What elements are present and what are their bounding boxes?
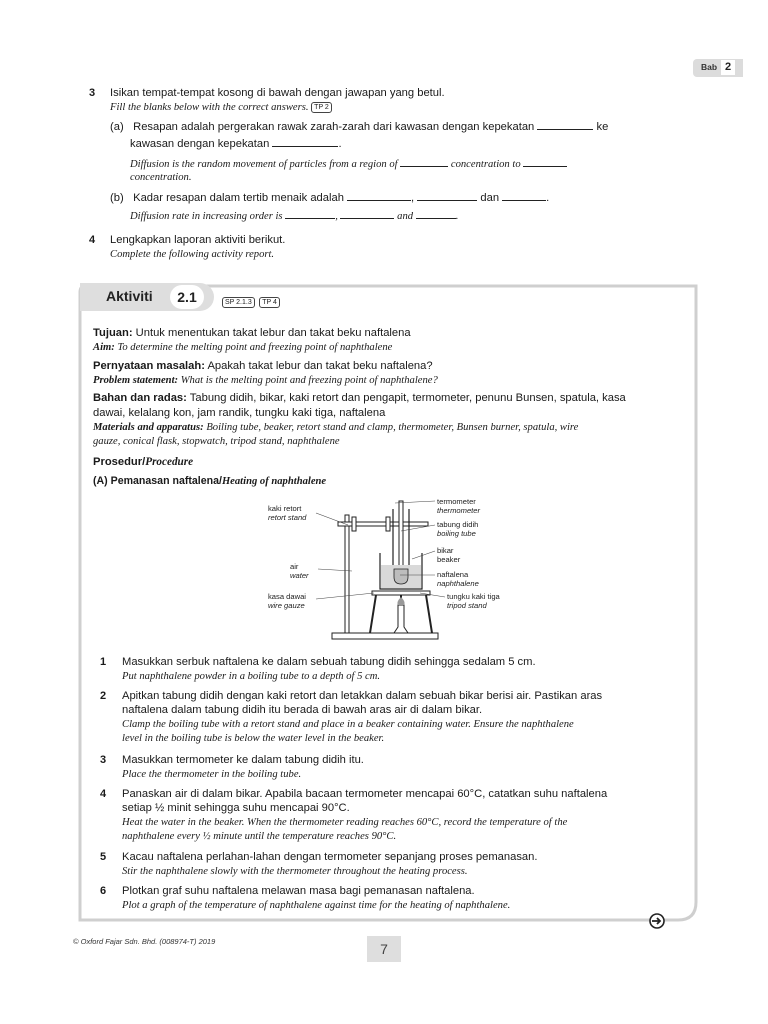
step-number: 5 [100,851,107,863]
q3b-en-text: Diffusion rate in increasing order is [130,211,283,222]
page-number: 7 [367,936,401,962]
tp-tag: TP 2 [311,102,332,113]
step-ms-line: Apitkan tabung didih dengan kaki retort dan letakkan dalam sebuah bikar berisi air. Pastikan aras [122,690,603,702]
materials-ms-1 [93,391,626,406]
label-retort-ms: kaki retort [268,504,302,513]
label-water-en: water [290,571,309,580]
activity-title-pill [80,283,214,311]
step-number: 3 [100,754,107,766]
step-en-line: Place the thermometer in the boiling tube. [122,769,302,780]
procedure-step [100,655,680,689]
procedure-heading [93,456,193,468]
label-gauze-ms: kasa dawai [268,592,306,601]
label-beaker-ms: bikar [437,546,454,555]
q3a-line2: kawasan dengan kepekatan . [130,138,342,150]
step-en-line: Stir the naphthalene slowly with the thermometer throughout the heating process. [122,866,468,877]
materials-label: Bahan dan radas: [93,392,187,404]
instruction-en: Fill the blanks below with the correct answers. [110,102,309,113]
activity-number: 2.1 [170,285,204,309]
heating-en: Heating of naphthalene [221,476,327,487]
step-en-line: Heat the water in the beaker. When the thermometer reading reaches 60°C, record the temperature of the [122,817,568,828]
label-naph-en: naphthalene [437,579,479,588]
q3b-dan: dan [480,192,500,204]
q3a-en-text2: concentration to [450,159,521,170]
blank-a2-en[interactable] [523,157,567,167]
activity-title: Aktiviti [106,288,153,304]
materials-en-1 [93,421,578,435]
procedure-step [100,884,680,918]
step-en-line: naphthalene every ½ minute until the temperature reaches 90°C. [122,831,397,842]
blank-b2[interactable] [417,191,477,201]
label-tripod-en: tripod stand [447,601,487,610]
step-en-line: Put naphthalene powder in a boiling tube to a depth of 5 cm. [122,671,381,682]
retort-base [332,633,438,639]
blank-a1[interactable] [537,120,593,130]
aim-text-en: To determine the melting point and freezing point of naphthalene [117,342,393,353]
aim-label-en: Aim: [93,342,115,353]
blank-b3[interactable] [502,191,546,201]
chapter-number: 2 [721,60,735,75]
question-3-instruction-en [110,101,332,115]
q3a-ke: ke [596,121,609,133]
step-ms-line: Panaskan air di dalam bikar. Apabila bacaan termometer mencapai 60°C, catatkan suhu naftalena [122,788,608,800]
q3b-line1: (b) Kadar resapan dalam tertib menaik adalah , dan . [110,192,550,204]
sp-tag: SP 2.1.3 [222,297,255,308]
materials-text-1: Tabung didih, bikar, kaki retort dan pengapit, termometer, penunu Bunsen, spatula, kasa [189,392,626,404]
materials-en-2: gauze, conical flask, stopwatch, tripod stand, naphthalene [93,436,340,447]
question-4-instruction-en: Complete the following activity report. [110,249,275,260]
step-number: 1 [100,656,107,668]
step-ms-line: Masukkan termometer ke dalam tabung didih itu. [122,754,364,766]
materials-text-en-1: Boiling tube, beaker, retort stand and clamp, thermometer, Bunsen burner, spatula, wire [206,422,579,433]
label-thermometer-ms: termometer [437,497,476,506]
q3a-en-line2 [130,171,192,185]
problem-en [93,374,438,388]
label-beaker-en: beaker [437,555,461,564]
q3a-label: (a) [110,121,124,133]
question-4-instruction: Lengkapkan laporan aktiviti berikut. [110,234,286,246]
aim-label: Tujuan: [93,327,133,339]
problem-label-en: Problem statement: [93,375,179,386]
instruction-ms: Isikan tempat-tempat kosong di bawah dengan jawapan yang betul. [110,87,445,99]
question-3-number: 3 [89,87,96,99]
problem-label: Pernyataan masalah: [93,360,205,372]
label-tripod-ms: tungku kaki tiga [447,592,500,601]
q3b-text: Kadar resapan dalam tertib menaik adalah [133,192,344,204]
step-ms-line: Plotkan graf suhu naftalena melawan masa bagi pemanasan naftalena. [122,885,475,897]
procedure-ms: Prosedur/ [93,456,146,468]
step-en-line: Plot a graph of the temperature of naphthalene against time for the heating of naphthalene. [122,900,511,911]
blank-b2-en[interactable] [340,209,394,219]
footer-copyright: © Oxford Fajar Sdn. Bhd. (008974-T) 2019 [73,937,216,946]
step-ms-line: Kacau naftalena perlahan-lahan dengan termometer sepanjang proses pemanasan. [122,851,538,863]
continue-arrow-icon [648,912,666,930]
procedure-step [100,787,680,850]
label-water-ms: air [290,562,299,571]
step-en-line: Clamp the boiling tube with a retort stand and place in a beaker containing water. Ensure the naphthalene [122,719,574,730]
q3a-en-line1 [130,157,567,172]
blank-b1[interactable] [347,191,411,201]
q3a-text: Resapan adalah pergerakan rawak zarah-zarah dari kawasan dengan kepekatan [133,121,535,133]
question-3-instruction [110,86,445,101]
label-tube-en: boiling tube [437,529,476,538]
label-retort-en: retort stand [268,513,307,522]
aim-ms [93,326,411,341]
step-ms-line: Masukkan serbuk naftalena ke dalam sebuah tabung didih sehingga sedalam 5 cm. [122,656,536,668]
question-4-number: 4 [89,234,96,246]
q3b-label: (b) [110,192,124,204]
chapter-label: Bab [701,62,718,72]
problem-ms [93,359,433,374]
chapter-tab [693,59,743,77]
label-naph-ms: naftalena [437,570,469,579]
procedure-step [100,850,680,884]
problem-text-en: What is the melting point and freezing point of naphthalene? [180,375,438,386]
blank-a1-en[interactable] [400,157,448,167]
step-number: 4 [100,788,107,800]
tp-tag-activity: TP 4 [259,297,280,308]
q3a-en-text3: concentration. [130,172,192,183]
step-ms-line: setiap ½ minit sehingga suhu mencapai 90°C. [122,802,350,814]
q3b-en-line1: Diffusion rate in increasing order is , and . [130,211,459,222]
q3a-line1 [110,120,608,135]
step-en-line: level in the boiling tube is below the water level in the beaker. [122,733,385,744]
procedure-steps [100,655,680,918]
blank-b1-en[interactable] [285,209,335,219]
materials-ms-2: dawai, kelalang kon, jam randik, tungku kaki tiga, naftalena [93,407,386,419]
label-gauze-en: wire gauze [268,601,305,610]
label-tube-ms: tabung didih [437,520,479,529]
activity-tags [222,292,280,310]
diagram-leader-lines [260,495,460,625]
label-thermometer-en: thermometer [437,506,481,515]
step-ms-line: naftalena dalam tabung didih itu berada di bawah aras air di dalam bikar. [122,704,483,716]
heating-ms: (A) Pemanasan naftalena/ [93,475,222,487]
materials-label-en: Materials and apparatus: [93,422,204,433]
aim-en [93,341,392,355]
aim-text: Untuk menentukan takat lebur dan takat beku naftalena [135,327,411,339]
procedure-step [100,753,680,787]
q3a-text2: kawasan dengan kepekatan [130,138,270,150]
blank-a2[interactable] [272,137,338,147]
q3a-en-text: Diffusion is the random movement of particles from a region of [130,159,398,170]
q3b-en-and: and [397,211,414,222]
procedure-step [100,689,680,753]
problem-text: Apakah takat lebur dan takat beku naftalena? [207,360,433,372]
heating-heading [93,475,326,487]
step-number: 6 [100,885,107,897]
blank-b3-en[interactable] [416,209,456,219]
procedure-en: Procedure [145,456,194,468]
step-number: 2 [100,690,107,702]
